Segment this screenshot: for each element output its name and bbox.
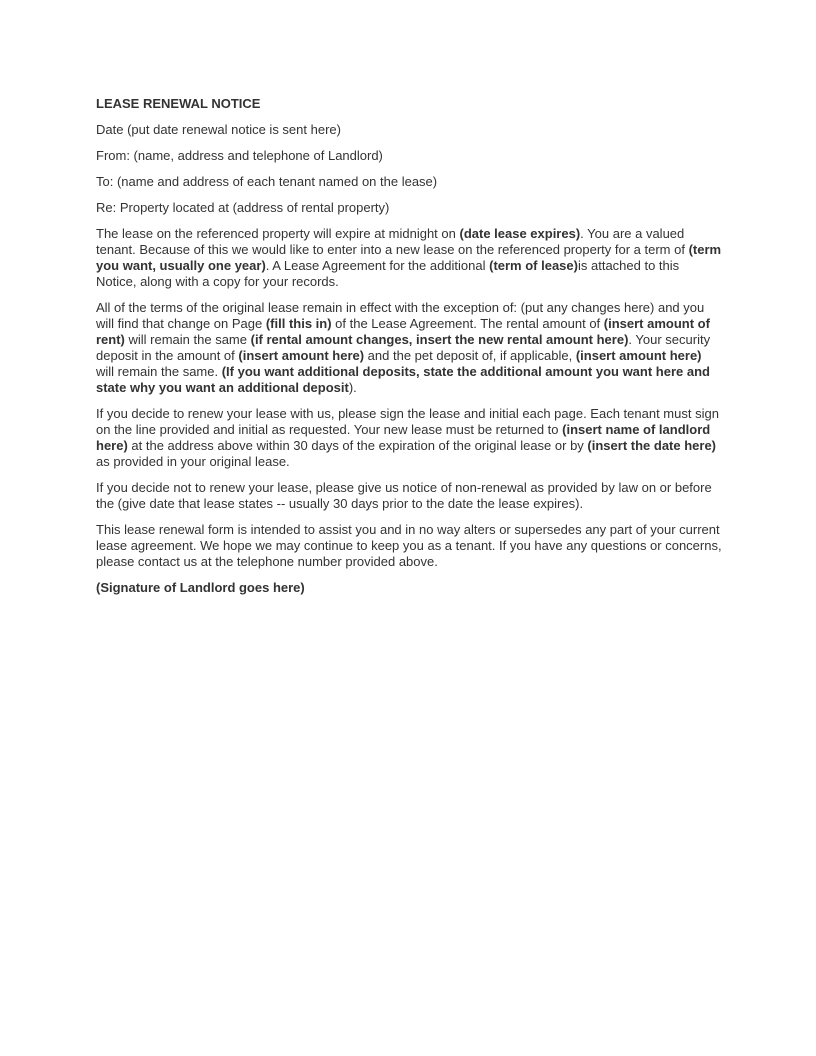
paragraph-lease-expiry	[96, 226, 722, 290]
text: . A Lease Agreement for the additional	[265, 258, 490, 273]
text: ).	[348, 380, 357, 395]
document-page	[96, 96, 722, 596]
text: The lease on the referenced property will expire at midnight on	[96, 226, 460, 241]
text: If you decide to renew your lease with us, please sign the lease and initial each page. Each tenant must sign on the line provided and initial as requested. Your new lease must be returned to	[96, 406, 719, 437]
placeholder-date: (insert the date here)	[587, 438, 717, 453]
paragraph-renewal	[96, 406, 722, 470]
re-line: Re: Property located at (address of rental property)	[96, 200, 390, 215]
text: of the Lease Agreement. The rental amount of	[331, 316, 604, 331]
placeholder-date-lease-expires: (date lease expires)	[459, 226, 581, 241]
text: . You are a valued tenant. Because of this we would like to enter into a new lease on the referenced property for a term of	[96, 226, 689, 257]
placeholder-security-deposit: (insert amount here)	[238, 348, 365, 363]
placeholder-term: (term you want, usually one year)	[96, 242, 722, 273]
text: will remain the same.	[96, 364, 222, 379]
paragraph-disclaimer: This lease renewal form is intended to assist you and in no way alters or supersedes any part of your current lease agreement. We hope we may continue to keep you as a tenant. If you have any questions or concerns, please contact us at the telephone number provided above.	[96, 522, 722, 569]
placeholder-additional-deposits: (If you want additional deposits, state the additional amount you want here and state why you want an additional deposit	[96, 364, 710, 395]
placeholder-page: (fill this in)	[265, 316, 332, 331]
text: . Your security deposit in the amount of	[96, 332, 711, 363]
paragraph-terms	[96, 300, 722, 396]
placeholder-term-of-lease: (term of lease)	[489, 258, 578, 273]
document-title: LEASE RENEWAL NOTICE	[96, 96, 261, 111]
placeholder-pet-deposit: (insert amount here)	[575, 348, 702, 363]
text: All of the terms of the original lease remain in effect with the exception of: (put any changes here) and you will find that change on Page	[96, 300, 705, 331]
date-line: Date (put date renewal notice is sent here)	[96, 122, 341, 137]
paragraph-non-renewal: If you decide not to renew your lease, please give us notice of non-renewal as provided by law on or before the (give date that lease states -- usually 30 days prior to the date the lease expires).	[96, 480, 712, 511]
placeholder-new-rent: (if rental amount changes, insert the new rental amount here)	[250, 332, 629, 347]
from-line: From: (name, address and telephone of Landlord)	[96, 148, 383, 163]
to-line: To: (name and address of each tenant named on the lease)	[96, 174, 438, 189]
text: as provided in your original lease.	[96, 454, 290, 469]
placeholder-rent: (insert amount of rent)	[96, 316, 710, 347]
text: is attached to this Notice, along with a copy for your records.	[96, 258, 680, 289]
text: at the address above within 30 days of the expiration of the original lease or by	[127, 438, 588, 453]
placeholder-landlord-name: (insert name of landlord here)	[96, 422, 711, 453]
text: will remain the same	[124, 332, 251, 347]
text: and the pet deposit of, if applicable,	[364, 348, 576, 363]
signature-line: (Signature of Landlord goes here)	[96, 580, 305, 595]
